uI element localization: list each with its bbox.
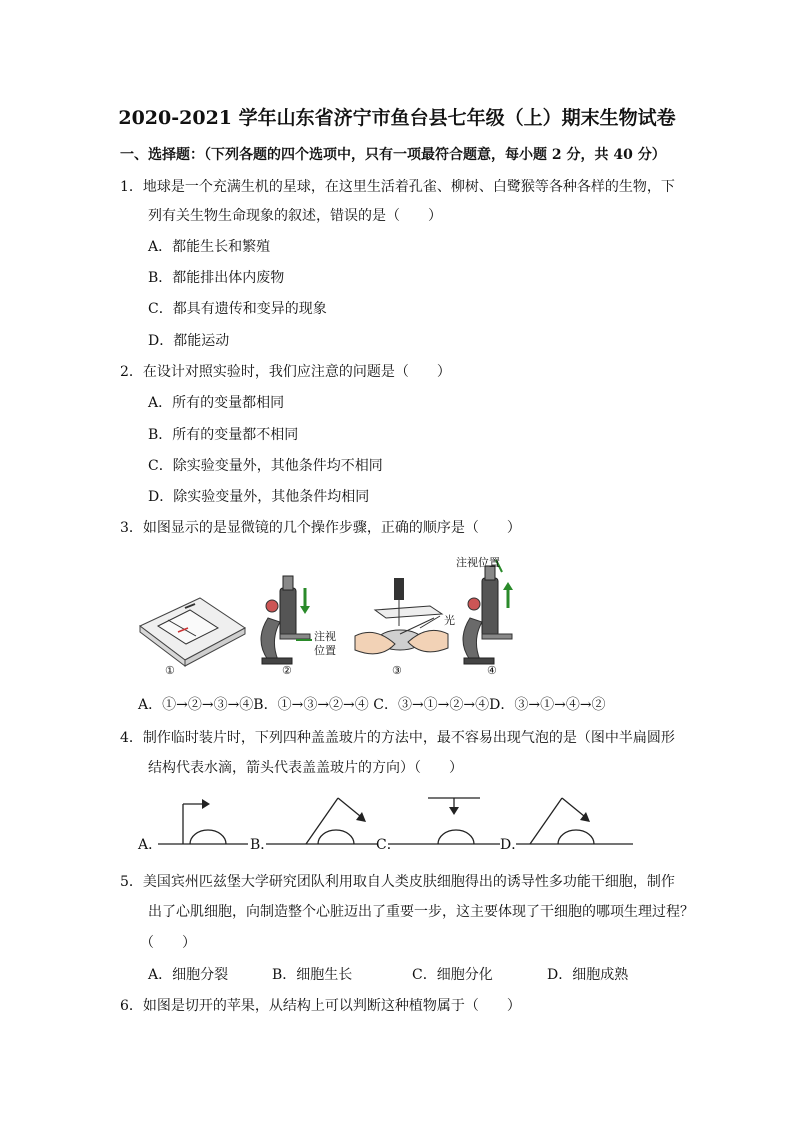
q4-diagram-c: [388, 798, 500, 844]
section-heading: 一、选择题：（下列各题的四个选项中，只有一项最符合题意，每小题 2 分，共 40 分）: [120, 147, 666, 163]
step2-microscope-illustration: [261, 576, 312, 664]
step1-stage-illustration: [140, 598, 245, 666]
q6-stem: 6．如图是切开的苹果，从结构上可以判断这种植物属于（ ）: [120, 998, 521, 1014]
q3-label-light: 光: [444, 614, 455, 627]
q2-option-d: D．除实验变量外，其他条件均相同: [148, 489, 370, 505]
step3-mirror-illustration: [355, 578, 448, 654]
q5-stem-line1: 5．美国宾州匹兹堡大学研究团队利用取自人类皮肤细胞得出的诱导性多功能干细胞，制作: [120, 874, 675, 890]
q4-label-d: D．: [500, 837, 526, 853]
q5-option-a: A．细胞分裂: [148, 967, 229, 983]
q4-diagram-b: [266, 798, 378, 844]
q3-options: A．①→②→③→④B．①→③→②→④ C．③→①→②→④D．③→①→④→②: [138, 697, 606, 713]
q4-label-a: A．: [138, 837, 163, 853]
q1-option-a: A．都能生长和繁殖: [148, 239, 271, 255]
q3-step-number-3: ③: [392, 664, 402, 677]
q4-diagram-a: [158, 799, 248, 844]
q2-option-a: A．所有的变量都相同: [148, 395, 285, 411]
q3-step-number-4: ④: [487, 664, 497, 677]
q4-label-c: C．: [376, 837, 401, 853]
q4-diagram-d: [516, 798, 633, 844]
q5-stem-line3: （ ）: [140, 935, 196, 951]
q4-figure: [138, 792, 678, 856]
q4-label-b: B．: [250, 837, 275, 853]
q1-option-b: B．都能排出体内废物: [148, 270, 285, 286]
q3-step-number-2: ②: [282, 664, 292, 677]
q4-stem-line1: 4．制作临时装片时，下列四种盖盖玻片的方法中，最不容易出现气泡的是（图中半扁圆形: [120, 730, 675, 746]
q5-stem-line2: 出了心肌细胞，向制造整个心脏迈出了重要一步，这主要体现了干细胞的哪项生理过程？: [148, 904, 694, 920]
q2-stem: 2．在设计对照实验时，我们应注意的问题是（ ）: [120, 364, 451, 380]
q5-option-d: D．细胞成熟: [547, 967, 629, 983]
q5-option-b: B．细胞生长: [272, 967, 353, 983]
step4-microscope-illustration: [463, 560, 513, 664]
q3-label-watch-top: 注视位置: [456, 556, 500, 569]
q2-option-b: B．所有的变量都不相同: [148, 427, 299, 443]
q4-stem-line2: 结构代表水滴，箭头代表盖盖玻片的方向）（ ）: [148, 760, 463, 776]
q1-stem-line1: 1．地球是一个充满生机的星球，在这里生活着孔雀、柳树、白鹭猴等各种各样的生物，下: [120, 179, 675, 195]
q2-option-c: C．除实验变量外，其他条件均不相同: [148, 458, 383, 474]
q3-stem: 3．如图显示的是显微镜的几个操作步骤，正确的顺序是（ ）: [120, 520, 521, 536]
q5-option-c: C．细胞分化: [412, 967, 493, 983]
q3-label-watch-l2: 位置: [314, 644, 336, 657]
q1-option-c: C．都具有遗传和变异的现象: [148, 301, 327, 317]
q3-label-watch-l1: 注视: [314, 630, 336, 643]
q3-step-number-1: ①: [165, 664, 175, 677]
q1-stem-line2: 列有关生物生命现象的叙述，错误的是（ ）: [148, 208, 442, 224]
page-title: 2020-2021 学年山东省济宁市鱼台县七年级（上）期末生物试卷: [118, 107, 676, 129]
q1-option-d: D．都能运动: [148, 333, 230, 349]
